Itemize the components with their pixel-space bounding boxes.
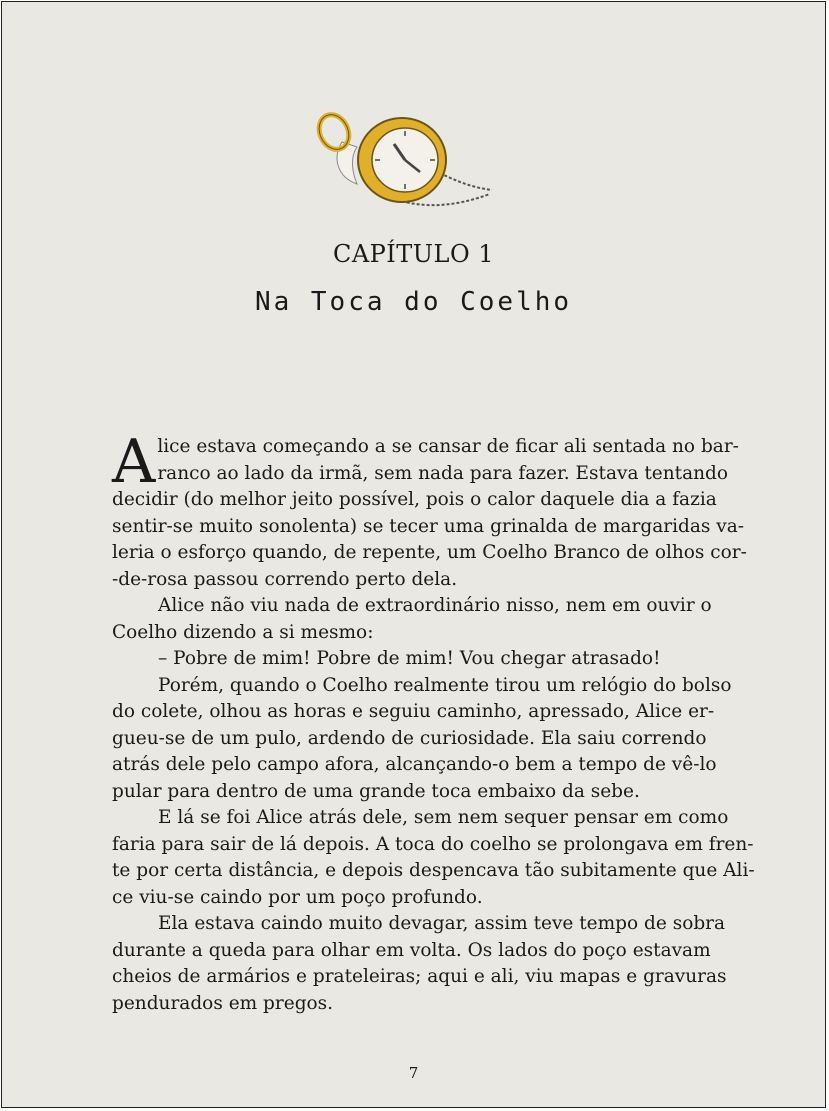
text-line: Porém, quando o Coelho realmente tirou um relógio do bolso [158, 674, 732, 696]
text-line: leria o esforço quando, de repente, um Coelho Branco de olhos cor- [112, 542, 747, 563]
text-line: ce viu-se caindo por um poço profundo. [112, 886, 483, 908]
paragraph-2 [112, 593, 712, 646]
text-line: gueu-se de um pulo, ardendo de curiosidade. Ela saiu correndo [112, 727, 707, 749]
paragraph-3 [112, 646, 682, 673]
text-line: lice estava começando a se cansar de ficar ali sentada no bar- [157, 436, 739, 457]
drop-cap: A [112, 427, 156, 497]
text-line: do colete, olhou as horas e seguiu caminho, apressado, Alice er- [112, 701, 715, 722]
text-line: ranco ao lado da irmã, sem nada para fazer. Estava tentando [157, 462, 729, 484]
text-line: Coelho dizendo a si mesmo: [112, 621, 374, 643]
pocket-watch-icon [302, 102, 502, 217]
text-line: durante a queda para olhar em volta. Os lados do poço estavam [112, 939, 711, 961]
text-line: cheios de armários e prateleiras; aqui e ali, viu mapas e gravuras [112, 966, 727, 987]
paragraph-6 [112, 911, 727, 1017]
text-line: te por certa distância, e depois despencava tão subitamente que Ali- [112, 860, 755, 881]
text-line: E lá se foi Alice atrás dele, sem nem sequer pensar em como [158, 807, 729, 828]
book-page [1, 1, 826, 1108]
paragraph-4 [112, 673, 732, 806]
chapter-title: Na Toca do Coelho [254, 287, 573, 317]
page-number: 7 [408, 1064, 419, 1082]
paragraph-1 [112, 427, 747, 593]
text-line: decidir (do melhor jeito possível, pois o calor daquele dia a fazia [112, 489, 717, 510]
text-line: Ela estava caindo muito devagar, assim teve tempo de sobra [158, 913, 726, 934]
text-line: -de-rosa passou correndo perto dela. [112, 568, 458, 590]
text-line: – Pobre de mim! Pobre de mim! Vou chegar atrasado! [158, 648, 661, 669]
text-line: faria para sair de lá depois. A toca do coelho se prolongava em fren- [112, 833, 754, 855]
text-line: atrás dele pelo campo afora, alcançando-o bem a tempo de vê-lo [112, 754, 717, 775]
text-line: sentir-se muito sonolenta) se tecer uma grinalda de margaridas va- [112, 515, 744, 537]
text-line: pular para dentro de uma grande toca embaixo da sebe. [112, 780, 640, 802]
chapter-body [112, 427, 755, 1017]
paragraph-5 [112, 805, 755, 911]
chapter-heading: CAPÍTULO 1 [332, 240, 495, 268]
text-line: Alice não viu nada de extraordinário nisso, nem em ouvir o [158, 595, 712, 616]
text-line: pendurados em pregos. [112, 992, 334, 1014]
